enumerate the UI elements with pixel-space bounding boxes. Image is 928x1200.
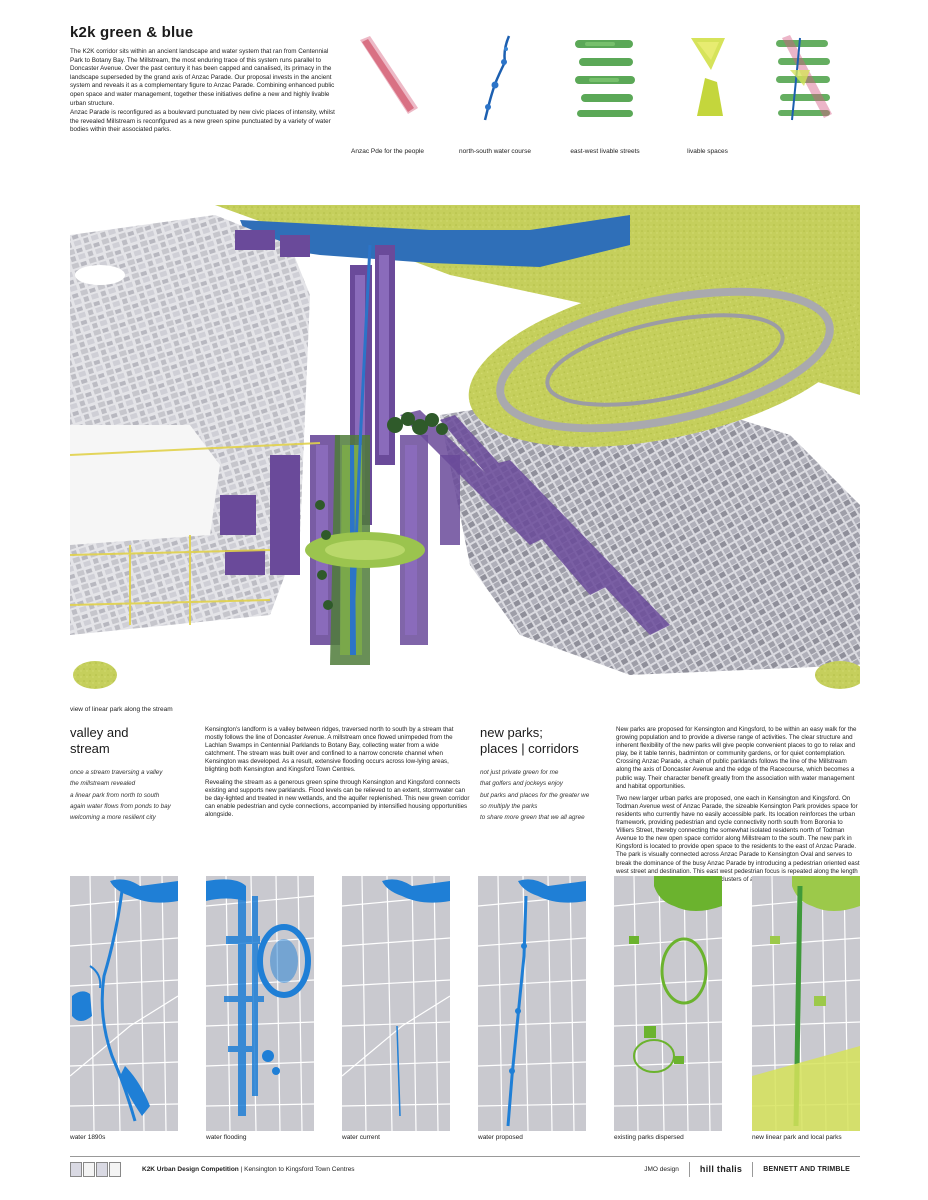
bennett-trimble-logo: BENNETT AND TRIMBLE: [752, 1162, 860, 1177]
yellow-spaces-icon: [673, 30, 743, 125]
map-water-1890s: [70, 876, 178, 1141]
spaces-concept-label: livable spaces: [687, 148, 728, 155]
streets-concept: [555, 30, 655, 155]
sheet-swatches: [70, 1162, 122, 1177]
main-view-caption: view of linear park along the stream: [70, 706, 173, 713]
concept-icon-strip: [340, 30, 860, 155]
intro-paragraph-1: The K2K corridor sits within an ancient landscape and water system that ran from Centennial Park to Botany Bay. The Millstream, the most enduring trace of this system runs parallel to Doncaster Avenue. Over the past century it has been capped and canalised, its primacy in the landscape superseded by the grand axis of Anzac Parade. Our proposal invests in the ancient system and reveals it as a complementary figure to Anzac Parade. Combining enhanced public open space and water management, together these initiatives define a new and highly livable urban structure.: [70, 48, 335, 107]
valley-body-paragraph-1: Kensington's landform is a valley between ridges, traversed north to south by a stream that mostly follows the line of Doncaster Avenue. A millstream once flowed unimpeded from the Lachlan Swamps in Centennial Parklands to Botany Bay, collecting water from a wide catchment. The stream was built over and confined to a narrow concrete channel when Kensington was developed. As a result, extensive flooding occurs across low-lying areas, blighting both Kensington and Kingsford Town Centres.: [205, 726, 454, 774]
anzac-concept-label: Anzac Pde for the people: [351, 148, 424, 155]
parks-poem-line: so multiply the parks: [480, 802, 538, 810]
jmo-design-logo: JMO design: [644, 1166, 679, 1173]
map-label: existing parks dispersed: [614, 1134, 684, 1141]
map-new-linear-park-graphic: [752, 876, 860, 1131]
map-water-current-graphic: [342, 876, 450, 1131]
parks-poem-line: not just private green for me: [480, 769, 559, 776]
map-water-flooding-graphic: [206, 876, 314, 1131]
parks-poem: [480, 767, 615, 823]
blue-watercourse-icon: [455, 30, 535, 125]
parks-poem-line: but parks and places for the greater we: [480, 791, 590, 799]
sheet-swatch: [83, 1162, 95, 1177]
green-streets-icon: [565, 30, 645, 125]
competition-separator: |: [240, 1166, 245, 1173]
footer-divider: [70, 1156, 860, 1157]
combined-concept: [760, 30, 850, 155]
intro-paragraph-2: Anzac Parade is reconfigured as a boulevard punctuated by new civic places of intensity, whilst the revealed Millstream is reconfigured as a new green spine punctuated by a variety of water bodies within their associated parks.: [70, 109, 335, 134]
parks-heading: [480, 725, 579, 757]
map-water-proposed-graphic: [478, 876, 586, 1131]
anzac-concept: [340, 30, 435, 155]
red-diagonal-band-icon: [348, 30, 428, 125]
map-water-flooding: [206, 876, 314, 1141]
valley-poem-line: welcoming a more resilient city: [70, 814, 156, 822]
page-title: k2k green & blue: [70, 24, 194, 41]
valley-poem: [70, 767, 200, 823]
aerial-view-linear-park: [70, 205, 860, 700]
valley-heading-line-1: valley and: [70, 725, 129, 740]
valley-poem-line: again water flows from ponds to bay: [70, 802, 171, 810]
valley-poem-line: a linear park from north to south: [70, 791, 160, 799]
competition-title: [142, 1166, 355, 1173]
map-label: water flooding: [206, 1134, 247, 1141]
valley-body-paragraph-2: Revealing the stream as a generous green spine through Kensington and Kingsford connects existing and supports new parklands. Flood levels can be relieved to an extent, stormwater can be day-lighted and treated in new wetlands, and the aquifer replenished. This new green corridor can enable pedestrian and cycle connections, accompanied by intensified housing opportunities alongside.: [205, 778, 470, 818]
map-existing-parks: [614, 876, 722, 1141]
parks-poem-line: that golfers and jockeys enjoy: [480, 780, 563, 788]
parks-heading-line-1: new parks;: [480, 725, 543, 740]
valley-heading-line-2: stream: [70, 741, 110, 756]
combined-layers-icon: [770, 30, 840, 125]
parks-body-paragraph-2: Two new larger urban parks are proposed, one each in Kensington and Kingsford. On Todman Avenue west of Anzac Parade, the sizeable Kensington Park provides space for residents who currently have no easily accessible park. Its location reinforces the urban framework, providing pedestrian and cycle connectivity north south from Boronia to Villiers Street, thereby connecting the somewhat isolated residents north of Todman Avenue to the new open space corridor along Millstream to the south. The new park in Kingsford is located to provide open space to the residents to the east of Anzac Parade. The park is visually connected across Anzac Parade to Kensington Oval and serves to break the dominance of the busy Anzac Parade by introducing a pedestrian oriented east west street and destination. This east west pedestrian focus is repeated along the length clusters of: [616, 794, 860, 883]
watercourse-concept: [445, 30, 545, 155]
competition-name: K2K Urban Design Competition: [142, 1166, 239, 1173]
map-label: water proposed: [478, 1134, 523, 1141]
spaces-concept: [665, 30, 750, 155]
valley-heading: [70, 725, 129, 757]
valley-poem-line: once a stream traversing a valley: [70, 769, 163, 776]
map-water-proposed: [478, 876, 586, 1141]
aerial-view-illustration: [70, 205, 860, 700]
partner-logos: [634, 1162, 860, 1177]
intro-text: [70, 48, 335, 136]
parks-body-paragraph-1: New parks are proposed for Kensington and Kingsford, to be within an easy walk for the growing population and to provide a diverse range of activities. The clear structure and inherent flexibility of the new parks will give people convenient places to go to relax and play, be it table tennis, badminton or community gardens, or for quiet contemplation. Crossing Anzac Parade, a chain of public parklands follows the line of the Millstream along the axis of Doncaster Avenue and the edge of the Racecourse, which becomes a public way. Their character benefit greatly from the association with water management and habitat opportunities.: [616, 726, 857, 790]
map-existing-parks-graphic: [614, 876, 722, 1131]
valley-body: [205, 726, 470, 823]
sheet-swatch: [109, 1162, 121, 1177]
map-label: water current: [342, 1134, 380, 1141]
map-water-1890s-graphic: [70, 876, 178, 1131]
competition-subtitle: Kensington to Kingsford Town Centres: [244, 1166, 355, 1173]
map-water-current: [342, 876, 450, 1141]
analysis-maps: [70, 876, 860, 1141]
parks-body: [616, 726, 862, 888]
map-new-linear-park: [752, 876, 860, 1141]
parks-heading-line-2: places | corridors: [480, 741, 579, 756]
sheet-swatch: [96, 1162, 108, 1177]
valley-poem-line: the millstream revealed: [70, 780, 136, 788]
parks-poem-line: to share more green that we all agree: [480, 814, 585, 822]
footer: [70, 1160, 860, 1184]
watercourse-concept-label: north-south water course: [459, 148, 531, 155]
map-label: new linear park and local parks: [752, 1134, 842, 1141]
hill-thalis-logo: hill thalis: [689, 1162, 752, 1177]
map-label: water 1890s: [70, 1134, 106, 1141]
sheet-swatch: [70, 1162, 82, 1177]
streets-concept-label: east-west livable streets: [570, 148, 640, 155]
